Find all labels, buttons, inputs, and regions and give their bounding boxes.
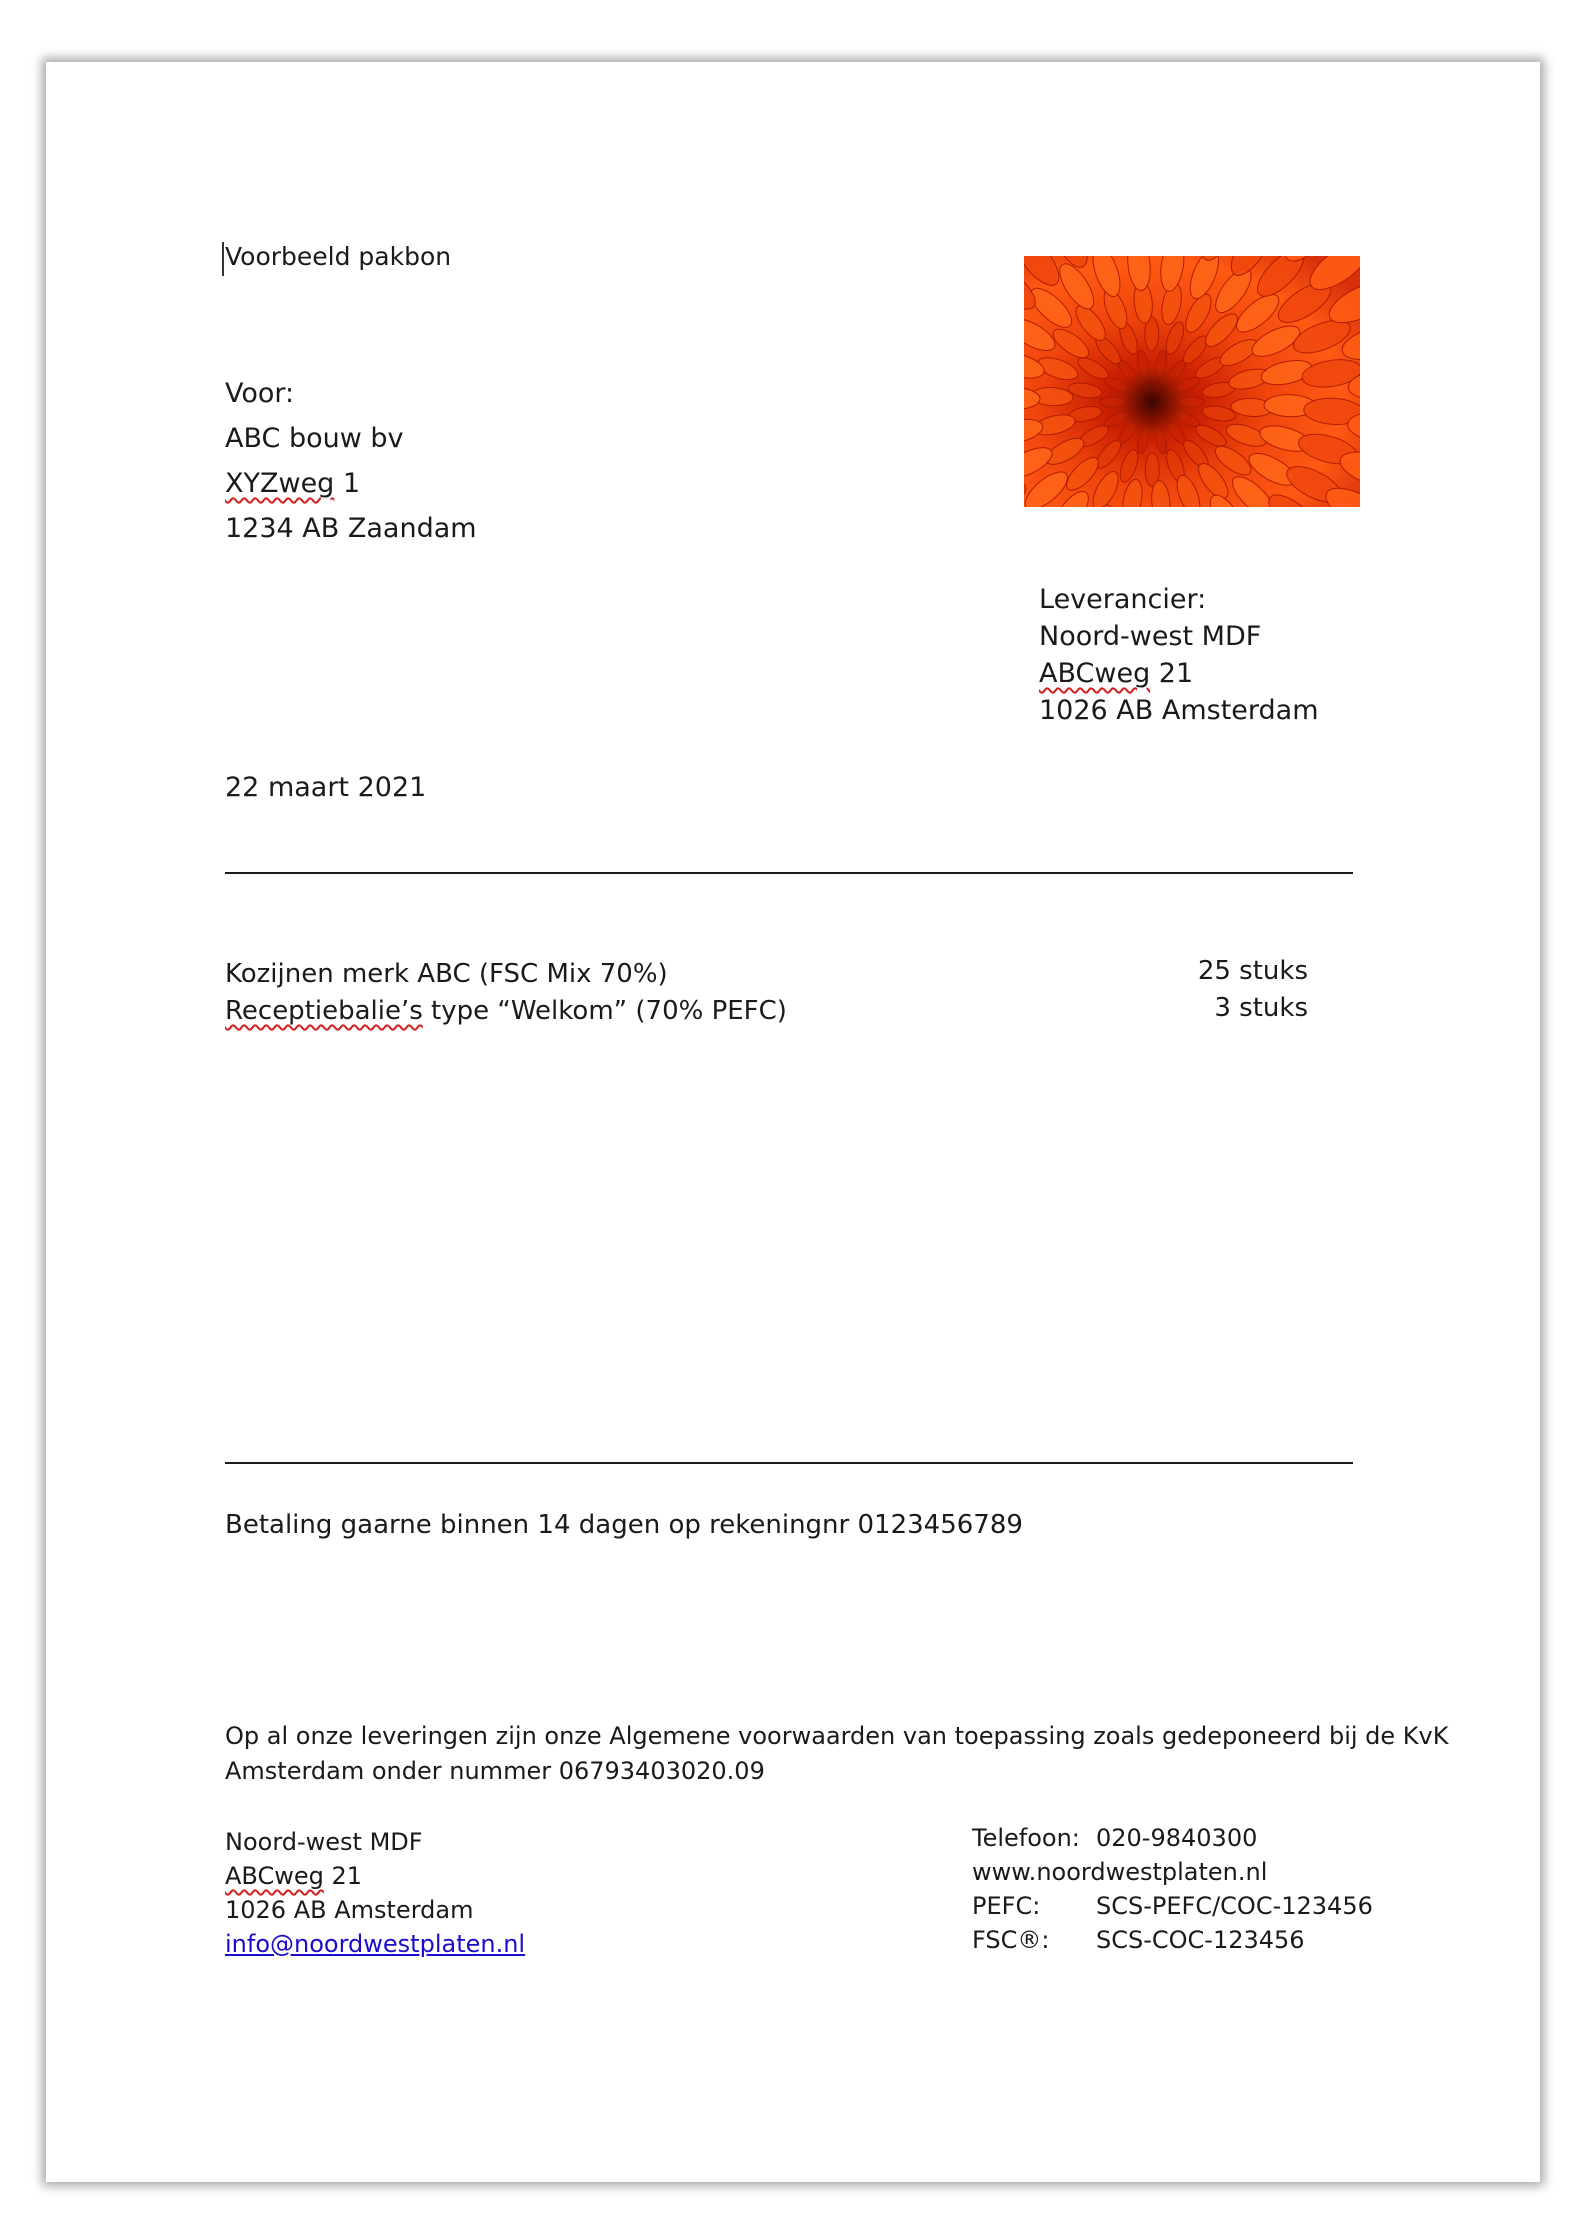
- document-date: 22 maart 2021: [225, 772, 427, 803]
- item-2-quantity: 3 stuks: [1214, 993, 1308, 1023]
- street-number: 21: [323, 1862, 363, 1890]
- bottom-divider: [225, 1462, 1353, 1464]
- item-1-quantity: 25 stuks: [1197, 956, 1308, 986]
- footer-fsc-label: FSC®:: [972, 1926, 1050, 1954]
- recipient-label: Voor:: [225, 378, 295, 409]
- street-name-word: ABCweg: [1039, 658, 1151, 689]
- footer-email-line: [225, 1930, 525, 1964]
- recipient-company: ABC bouw bv: [225, 423, 404, 454]
- document-title[interactable]: Voorbeeld pakbon: [225, 242, 452, 271]
- footer-pefc-row: [972, 1892, 1373, 1926]
- street-name-word: XYZweg: [225, 468, 335, 499]
- item-1-description: Kozijnen merk ABC (FSC Mix 70%): [225, 959, 668, 989]
- flower-image: [1024, 256, 1360, 507]
- footer-pefc-label: PEFC:: [972, 1892, 1041, 1920]
- supplier-street: [1039, 658, 1319, 695]
- item-2-description-rest: type “Welkom” (70% PEFC): [422, 996, 787, 1026]
- recipient-block: [225, 378, 477, 558]
- recipient-city: 1234 AB Zaandam: [225, 513, 477, 544]
- footer-phone-label: Telefoon:: [972, 1824, 1080, 1852]
- footer-fsc-row: [972, 1926, 1305, 1960]
- street-number: 1: [334, 468, 361, 499]
- item-2-description: [225, 996, 787, 1026]
- recipient-street: [225, 468, 477, 504]
- terms-line-1: Op al onze leveringen zijn onze Algemene voorwaarden van toepassing zoals gedeponeerd bij de KvK: [225, 1722, 1449, 1750]
- footer-phone-value: 020-9840300: [1096, 1824, 1258, 1852]
- footer-email-link[interactable]: info@noordwestplaten.nl: [225, 1930, 526, 1958]
- top-divider: [225, 872, 1353, 874]
- document-page: [46, 62, 1540, 2182]
- supplier-block: [1039, 584, 1319, 732]
- footer-pefc-value: SCS-PEFC/COC-123456: [1096, 1892, 1373, 1920]
- footer-left: [225, 1828, 525, 1964]
- supplier-company: Noord-west MDF: [1039, 621, 1262, 652]
- street-number: 21: [1150, 658, 1194, 689]
- street-name-word: ABCweg: [225, 1862, 324, 1890]
- footer-right: [972, 1824, 1373, 1960]
- footer-phone-row: [972, 1824, 1267, 1858]
- footer-street: [225, 1862, 525, 1896]
- item-2-description-word: Receptiebalie’s: [225, 996, 423, 1026]
- terms-line-2: Amsterdam onder nummer 06793403020.09: [225, 1757, 765, 1785]
- flower-photo: [1024, 256, 1360, 507]
- supplier-label: Leverancier:: [1039, 584, 1207, 615]
- footer-city: 1026 AB Amsterdam: [225, 1896, 474, 1924]
- footer-website-row: [972, 1858, 1267, 1892]
- footer-website: www.noordwestplaten.nl: [972, 1858, 1268, 1886]
- supplier-city: 1026 AB Amsterdam: [1039, 695, 1319, 726]
- footer-company: Noord-west MDF: [225, 1828, 423, 1856]
- footer-fsc-value: SCS-COC-123456: [1096, 1926, 1305, 1954]
- text-cursor: [222, 242, 224, 276]
- payment-note: Betaling gaarne binnen 14 dagen op rekeningnr 0123456789: [225, 1510, 1023, 1540]
